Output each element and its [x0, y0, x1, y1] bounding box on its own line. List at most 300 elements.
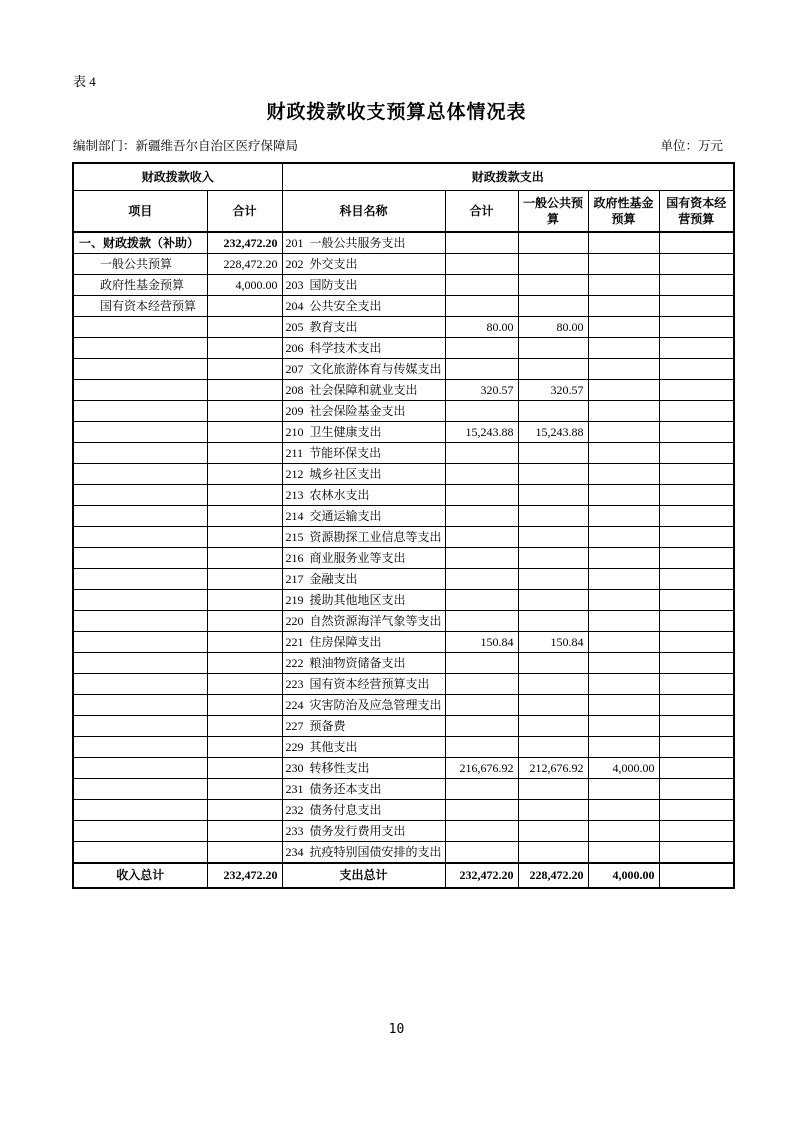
income-item-cell [73, 506, 207, 527]
income-total-cell [207, 317, 282, 338]
general-budget-cell [518, 275, 588, 296]
expense-total-cell [445, 674, 518, 695]
gov-fund-cell [588, 527, 659, 548]
state-capital-cell [659, 569, 734, 590]
expense-total-cell: 320.57 [445, 380, 518, 401]
general-budget-cell [518, 232, 588, 254]
gov-fund-cell [588, 380, 659, 401]
general-budget-cell [518, 737, 588, 758]
general-budget-cell [518, 359, 588, 380]
gov-fund-cell [588, 359, 659, 380]
expense-subject-name: 一般公共服务支出 [309, 235, 406, 250]
expense-subject-code: 205 [285, 319, 304, 334]
table-row [73, 443, 734, 464]
gov-fund-cell [588, 779, 659, 800]
section-header-row [73, 163, 734, 191]
expense-subject-name: 债务还本支出 [309, 781, 382, 796]
expense-subject-code: 219 [285, 592, 304, 607]
expense-subject-cell [282, 758, 445, 779]
expense-subject-cell [282, 737, 445, 758]
table-row [73, 296, 734, 317]
state-capital-cell [659, 548, 734, 569]
income-total-cell [207, 443, 282, 464]
income-total-cell [207, 296, 282, 317]
general-budget-cell [518, 527, 588, 548]
expense-subject-cell [282, 359, 445, 380]
expense-total-cell [445, 443, 518, 464]
income-item-cell [73, 569, 207, 590]
state-capital-cell [659, 779, 734, 800]
general-budget-cell [518, 464, 588, 485]
expense-subject-name: 国防支出 [309, 277, 358, 292]
expense-subject-name: 农林水支出 [309, 487, 370, 502]
expense-total-cell [445, 842, 518, 864]
expense-subject-code: 224 [285, 697, 304, 712]
state-capital-cell [659, 422, 734, 443]
expense-subject-name: 自然资源海洋气象等支出 [309, 613, 442, 628]
state-capital-cell [659, 842, 734, 864]
expense-subject-name: 债务发行费用支出 [309, 823, 406, 838]
expense-subject-cell [282, 338, 445, 359]
general-budget-cell [518, 485, 588, 506]
expense-subject-code: 213 [285, 487, 304, 502]
income-item-cell [73, 611, 207, 632]
income-item-cell [73, 464, 207, 485]
income-item-cell [73, 821, 207, 842]
expense-total-cell [445, 695, 518, 716]
income-item-cell [73, 716, 207, 737]
expense-subject-name: 其他支出 [309, 739, 358, 754]
expense-subject-code: 215 [285, 529, 304, 544]
gov-fund-cell [588, 821, 659, 842]
table-row [73, 821, 734, 842]
income-total-cell [207, 632, 282, 653]
expense-total-cell [445, 275, 518, 296]
state-capital-cell [659, 275, 734, 296]
income-item-cell [73, 380, 207, 401]
income-total-cell [207, 569, 282, 590]
expense-subject-code: 202 [285, 256, 304, 271]
expense-total-cell: 15,243.88 [445, 422, 518, 443]
gov-fund-cell [588, 842, 659, 864]
state-capital-cell [659, 758, 734, 779]
expense-total-cell [445, 464, 518, 485]
state-capital-cell [659, 443, 734, 464]
expense-subject-code: 227 [285, 718, 304, 733]
expense-subject-code: 206 [285, 340, 304, 355]
income-item-cell [73, 758, 207, 779]
gov-fund-grand-total: 4,000.00 [588, 863, 659, 888]
expense-subject-cell [282, 590, 445, 611]
expense-subject-code: 217 [285, 571, 304, 586]
table-row [73, 485, 734, 506]
expense-total-cell [445, 821, 518, 842]
income-total-cell [207, 758, 282, 779]
gov-fund-cell [588, 590, 659, 611]
income-item-cell [73, 653, 207, 674]
expense-subject-cell [282, 632, 445, 653]
expense-total-cell [445, 800, 518, 821]
income-total-cell [207, 527, 282, 548]
budget-table [72, 162, 735, 889]
expense-subject-cell [282, 821, 445, 842]
table-label: 表 4 [73, 74, 96, 89]
table-row [73, 422, 734, 443]
state-capital-cell [659, 674, 734, 695]
table-row [73, 569, 734, 590]
income-total-cell [207, 800, 282, 821]
page-title: 财政拨款收支预算总体情况表 [266, 102, 527, 123]
income-total-cell [207, 653, 282, 674]
expense-total-cell [445, 590, 518, 611]
income-item-cell [73, 632, 207, 653]
income-total-cell [207, 821, 282, 842]
table-row [73, 674, 734, 695]
state-capital-grand-total [659, 863, 734, 888]
general-budget-cell [518, 674, 588, 695]
general-budget-cell: 212,676.92 [518, 758, 588, 779]
expense-subject-cell [282, 296, 445, 317]
gov-fund-cell: 4,000.00 [588, 758, 659, 779]
expense-subject-cell [282, 317, 445, 338]
expense-total-cell: 80.00 [445, 317, 518, 338]
income-item-cell [73, 443, 207, 464]
column-header-gov-fund-budget: 政府性基金预算 [588, 191, 659, 233]
expense-subject-cell [282, 548, 445, 569]
income-total-cell [207, 737, 282, 758]
expense-subject-name: 金融支出 [309, 571, 358, 586]
gov-fund-cell [588, 317, 659, 338]
state-capital-cell [659, 506, 734, 527]
income-item-cell [73, 674, 207, 695]
expense-subject-cell [282, 254, 445, 275]
table-row [73, 779, 734, 800]
expense-subject-code: 216 [285, 550, 304, 565]
income-total-cell [207, 485, 282, 506]
income-item-cell [73, 842, 207, 864]
gov-fund-cell [588, 569, 659, 590]
income-total-cell [207, 548, 282, 569]
income-total-cell: 232,472.20 [207, 232, 282, 254]
table-row [73, 527, 734, 548]
gov-fund-cell [588, 611, 659, 632]
income-item-cell [73, 317, 207, 338]
expense-subject-cell [282, 422, 445, 443]
general-budget-cell [518, 548, 588, 569]
income-item-cell [73, 779, 207, 800]
expense-subject-code: 212 [285, 466, 304, 481]
gov-fund-cell [588, 506, 659, 527]
expense-subject-cell [282, 464, 445, 485]
expense-subject-cell [282, 232, 445, 254]
income-item-cell: 一、财政拨款（补助） [73, 232, 207, 254]
expense-total-cell [445, 779, 518, 800]
column-header-expense-subject: 科目名称 [282, 191, 445, 233]
expense-subject-name: 预备费 [309, 718, 346, 733]
general-budget-cell: 150.84 [518, 632, 588, 653]
table-header [73, 163, 734, 232]
state-capital-cell [659, 821, 734, 842]
gov-fund-cell [588, 464, 659, 485]
gov-fund-cell [588, 443, 659, 464]
table-row [73, 548, 734, 569]
income-total-cell [207, 842, 282, 864]
general-budget-cell: 320.57 [518, 380, 588, 401]
table-row [73, 380, 734, 401]
income-item-cell [73, 527, 207, 548]
state-capital-cell [659, 296, 734, 317]
expense-total-cell [445, 653, 518, 674]
expense-subject-code: 232 [285, 802, 304, 817]
expense-subject-name: 转移性支出 [309, 760, 370, 775]
expense-total-cell [445, 506, 518, 527]
general-budget-cell [518, 254, 588, 275]
expense-subject-code: 230 [285, 760, 304, 775]
expense-subject-code: 207 [285, 361, 304, 376]
income-item-cell [73, 422, 207, 443]
income-item-cell [73, 695, 207, 716]
expense-total-label: 支出总计 [282, 863, 445, 888]
table-row [73, 695, 734, 716]
income-item-cell [73, 401, 207, 422]
expense-subject-code: 231 [285, 781, 304, 796]
state-capital-cell [659, 527, 734, 548]
expense-total-cell [445, 232, 518, 254]
general-budget-cell [518, 842, 588, 864]
expense-subject-cell [282, 485, 445, 506]
state-capital-cell [659, 800, 734, 821]
state-capital-cell [659, 380, 734, 401]
general-budget-cell [518, 401, 588, 422]
expense-subject-cell [282, 569, 445, 590]
table-row [73, 317, 734, 338]
expense-section-header: 财政拨款支出 [282, 163, 734, 191]
expense-total-cell [445, 716, 518, 737]
state-capital-cell [659, 464, 734, 485]
meta-row [73, 136, 723, 154]
column-header-row [73, 191, 734, 233]
income-total-cell [207, 674, 282, 695]
income-total-cell [207, 611, 282, 632]
state-capital-cell [659, 632, 734, 653]
table-row [73, 758, 734, 779]
state-capital-cell [659, 232, 734, 254]
income-total-cell: 4,000.00 [207, 275, 282, 296]
expense-subject-name: 文化旅游体育与传媒支出 [309, 361, 442, 376]
expense-total-cell [445, 611, 518, 632]
general-budget-cell [518, 821, 588, 842]
expense-subject-name: 城乡社区支出 [309, 466, 382, 481]
income-item-cell: 国有资本经营预算 [73, 296, 207, 317]
income-total-cell [207, 359, 282, 380]
table-row [73, 632, 734, 653]
expense-subject-cell [282, 779, 445, 800]
column-header-general-budget: 一般公共预算 [518, 191, 588, 233]
expense-subject-code: 203 [285, 277, 304, 292]
state-capital-cell [659, 401, 734, 422]
expense-subject-code: 214 [285, 508, 304, 523]
expense-subject-cell [282, 506, 445, 527]
expense-total-cell [445, 296, 518, 317]
income-item-cell [73, 548, 207, 569]
table-row [73, 800, 734, 821]
income-item-cell: 政府性基金预算 [73, 275, 207, 296]
state-capital-cell [659, 485, 734, 506]
expense-subject-name: 社会保障和就业支出 [309, 382, 418, 397]
expense-subject-cell [282, 527, 445, 548]
gov-fund-cell [588, 800, 659, 821]
expense-subject-cell [282, 380, 445, 401]
general-budget-cell [518, 569, 588, 590]
expense-subject-cell [282, 611, 445, 632]
expense-subject-name: 援助其他地区支出 [309, 592, 406, 607]
expense-subject-name: 交通运输支出 [309, 508, 382, 523]
income-total-cell [207, 422, 282, 443]
state-capital-cell [659, 359, 734, 380]
table-row [73, 464, 734, 485]
expense-subject-code: 233 [285, 823, 304, 838]
expense-subject-cell [282, 275, 445, 296]
state-capital-cell [659, 653, 734, 674]
expense-subject-name: 国有资本经营预算支出 [309, 676, 430, 691]
income-total-label: 收入总计 [73, 863, 207, 888]
expense-subject-code: 211 [285, 445, 304, 460]
expense-subject-name: 科学技术支出 [309, 340, 382, 355]
expense-subject-code: 201 [285, 235, 304, 250]
general-budget-cell [518, 506, 588, 527]
state-capital-cell [659, 338, 734, 359]
expense-subject-name: 社会保险基金支出 [309, 403, 406, 418]
table-row [73, 254, 734, 275]
income-total-cell [207, 464, 282, 485]
expense-subject-name: 节能环保支出 [309, 445, 382, 460]
gov-fund-cell [588, 548, 659, 569]
department-line: 编制部门：新疆维吾尔自治区医疗保障局 [73, 139, 299, 153]
table-row [73, 737, 734, 758]
page-number: 10 [388, 1022, 405, 1037]
expense-total-cell: 216,676.92 [445, 758, 518, 779]
income-total-cell [207, 716, 282, 737]
state-capital-cell [659, 716, 734, 737]
gov-fund-cell [588, 296, 659, 317]
expense-subject-code: 223 [285, 676, 304, 691]
expense-total-cell [445, 359, 518, 380]
expense-total-cell: 150.84 [445, 632, 518, 653]
state-capital-cell [659, 254, 734, 275]
gov-fund-cell [588, 653, 659, 674]
expense-subject-cell [282, 674, 445, 695]
table-row [73, 716, 734, 737]
income-item-cell [73, 338, 207, 359]
income-grand-total: 232,472.20 [207, 863, 282, 888]
column-header-income-item: 项目 [73, 191, 207, 233]
gov-fund-cell [588, 275, 659, 296]
general-budget-cell [518, 338, 588, 359]
income-item-cell [73, 737, 207, 758]
expense-subject-code: 222 [285, 655, 304, 670]
expense-subject-name: 教育支出 [309, 319, 358, 334]
expense-subject-cell [282, 443, 445, 464]
expense-total-cell [445, 569, 518, 590]
expense-subject-code: 229 [285, 739, 304, 754]
table-row [73, 401, 734, 422]
income-item-cell [73, 359, 207, 380]
state-capital-cell [659, 695, 734, 716]
income-item-cell [73, 590, 207, 611]
gov-fund-cell [588, 254, 659, 275]
income-total-cell [207, 779, 282, 800]
total-row [73, 863, 734, 888]
income-total-cell [207, 380, 282, 401]
column-header-state-capital-budget: 国有资本经营预算 [659, 191, 734, 233]
state-capital-cell [659, 317, 734, 338]
gov-fund-cell [588, 401, 659, 422]
expense-total-cell [445, 548, 518, 569]
table-row [73, 232, 734, 254]
income-item-cell [73, 485, 207, 506]
general-budget-cell [518, 296, 588, 317]
expense-subject-name: 资源勘探工业信息等支出 [309, 529, 442, 544]
general-budget-cell [518, 716, 588, 737]
expense-grand-total: 232,472.20 [445, 863, 518, 888]
expense-subject-name: 商业服务业等支出 [309, 550, 406, 565]
income-total-cell [207, 506, 282, 527]
expense-total-cell [445, 527, 518, 548]
column-header-expense-total: 合计 [445, 191, 518, 233]
gov-fund-cell [588, 716, 659, 737]
table-row [73, 653, 734, 674]
gov-fund-cell [588, 338, 659, 359]
expense-subject-code: 234 [285, 844, 304, 859]
unit-line: 单位：万元 [660, 139, 723, 153]
general-budget-cell [518, 611, 588, 632]
table-row [73, 359, 734, 380]
general-budget-cell [518, 590, 588, 611]
expense-subject-cell [282, 401, 445, 422]
table-body [73, 232, 734, 863]
general-budget-cell [518, 800, 588, 821]
expense-subject-code: 209 [285, 403, 304, 418]
expense-total-cell [445, 254, 518, 275]
income-section-header: 财政拨款收入 [73, 163, 282, 191]
gov-fund-cell [588, 232, 659, 254]
table-row [73, 842, 734, 864]
income-item-cell [73, 800, 207, 821]
expense-total-cell [445, 338, 518, 359]
expense-subject-name: 抗疫特别国债安排的支出 [309, 844, 442, 859]
expense-subject-code: 208 [285, 382, 304, 397]
gov-fund-cell [588, 485, 659, 506]
expense-subject-cell [282, 695, 445, 716]
expense-subject-cell [282, 842, 445, 864]
expense-total-cell [445, 401, 518, 422]
expense-subject-code: 210 [285, 424, 304, 439]
expense-subject-code: 220 [285, 613, 304, 628]
table-row [73, 275, 734, 296]
general-budget-cell [518, 779, 588, 800]
table-footer [73, 863, 734, 888]
column-header-income-total: 合计 [207, 191, 282, 233]
table-row [73, 611, 734, 632]
general-budget-cell [518, 653, 588, 674]
gov-fund-cell [588, 422, 659, 443]
expense-subject-name: 债务付息支出 [309, 802, 382, 817]
income-total-cell [207, 338, 282, 359]
expense-subject-name: 灾害防治及应急管理支出 [309, 697, 442, 712]
general-budget-cell [518, 443, 588, 464]
general-budget-cell: 15,243.88 [518, 422, 588, 443]
gov-fund-cell [588, 695, 659, 716]
